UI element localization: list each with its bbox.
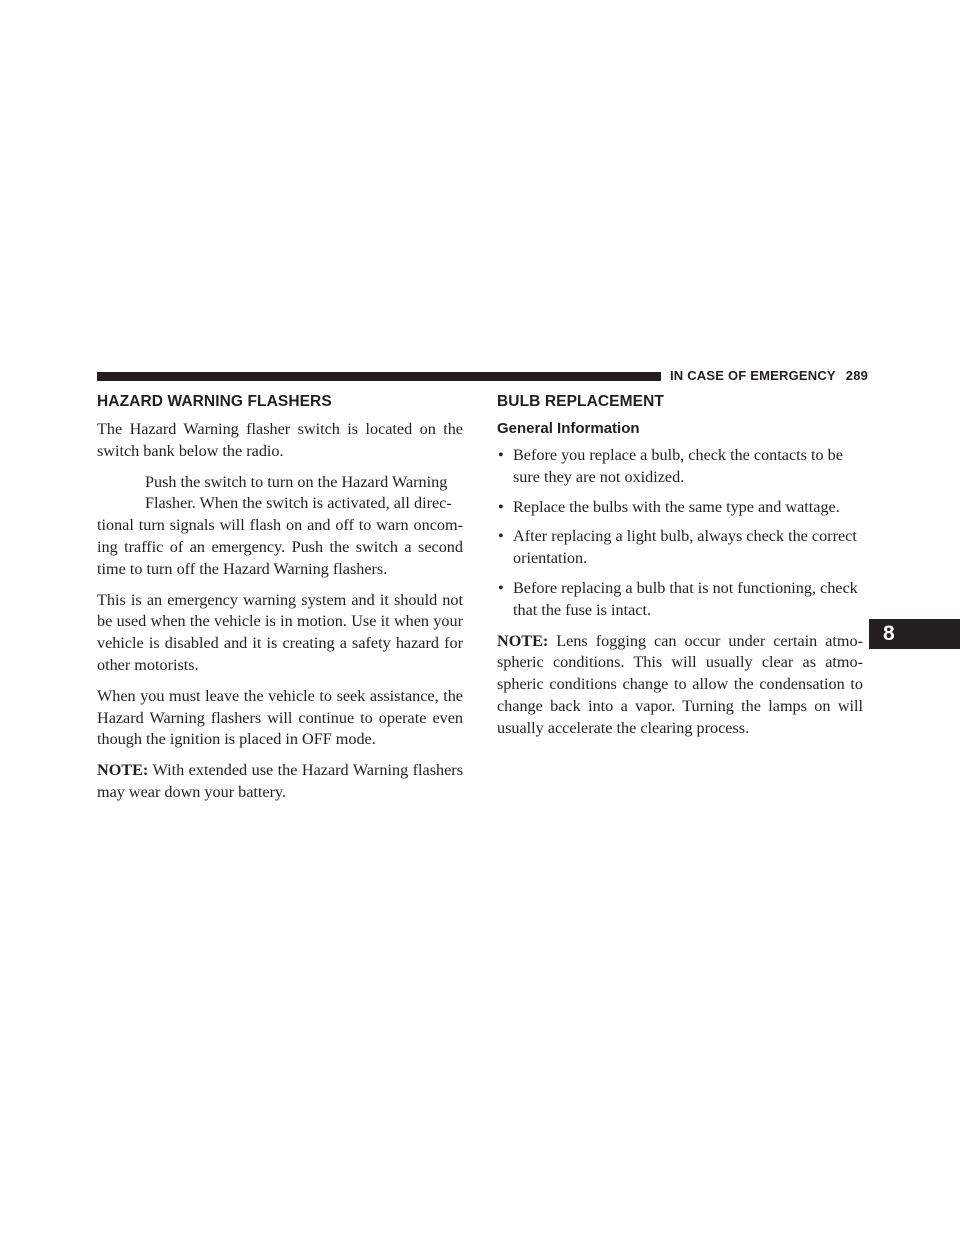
hazard-paragraph-location: The Hazard Warning flasher switch is located on the switch bank below the radio. xyxy=(97,420,463,460)
bulb-heading: BULB REPLACEMENT xyxy=(497,393,664,410)
bulb-note xyxy=(497,631,863,740)
bullet-icon: • xyxy=(498,527,504,546)
bullet-icon: • xyxy=(498,578,504,597)
note-text: Lens fogging can occur under certain atmo- spheric conditions. This will usually clear as atmo- spheric conditions change to allow the condensation to change back into a vapor. Turning the lamps on will usually accelerate the clearing process. xyxy=(497,631,863,737)
hazard-paragraph-switch xyxy=(97,472,463,581)
hazard-switch-rest: tional turn signals will flash on and off to warn oncom- ing traffic of an emergency. Push the switch a second time to turn off the Hazard Warning flashers. xyxy=(97,516,463,578)
hazard-paragraph-emergency: This is an emergency warning system and it should not be used when the vehicle is in motion. Use it when your vehicle is disabled and it is creating a safety hazard for other motorists. xyxy=(97,590,463,674)
bulb-bullet-list xyxy=(497,445,863,622)
list-item xyxy=(497,578,863,622)
hazard-switch-line-2: Flasher. When the switch is activated, all direc- xyxy=(145,494,452,513)
page-number: 289 xyxy=(845,368,869,383)
hazard-heading: HAZARD WARNING FLASHERS xyxy=(97,393,332,410)
bullet-icon: • xyxy=(498,497,504,516)
list-item-text: Before replacing a bulb that is not functioning, check that the fuse is intact. xyxy=(513,578,858,619)
running-head xyxy=(670,368,868,383)
hazard-note xyxy=(97,760,463,804)
note-text: With extended use the Hazard Warning flashers may wear down your battery. xyxy=(97,761,463,801)
list-item-text: Before you replace a bulb, check the contacts to be sure they are not oxidized. xyxy=(513,446,843,486)
section-title: IN CASE OF EMERGENCY xyxy=(670,368,836,383)
list-item-text: Replace the bulbs with the same type and wattage. xyxy=(513,497,840,516)
right-column xyxy=(497,392,863,749)
list-item-text: After replacing a light bulb, always check the correct orientation. xyxy=(513,527,857,568)
general-info-subheading: General Information xyxy=(497,420,640,437)
hazard-paragraph-leave-vehicle: When you must leave the vehicle to seek assistance, the Hazard Warning flashers will continue to operate even though the ignition is placed in OFF mode. xyxy=(97,686,463,749)
note-label: NOTE: xyxy=(497,631,549,650)
list-item xyxy=(497,445,863,489)
note-label: NOTE: xyxy=(97,761,149,780)
list-item xyxy=(497,526,863,570)
header-rule-bar xyxy=(97,372,661,381)
left-column xyxy=(97,392,463,813)
bullet-icon: • xyxy=(498,446,504,464)
hazard-switch-line-1: Push the switch to turn on the Hazard Warning xyxy=(145,472,448,491)
list-item xyxy=(497,497,863,519)
chapter-tab: 8 xyxy=(869,619,960,649)
